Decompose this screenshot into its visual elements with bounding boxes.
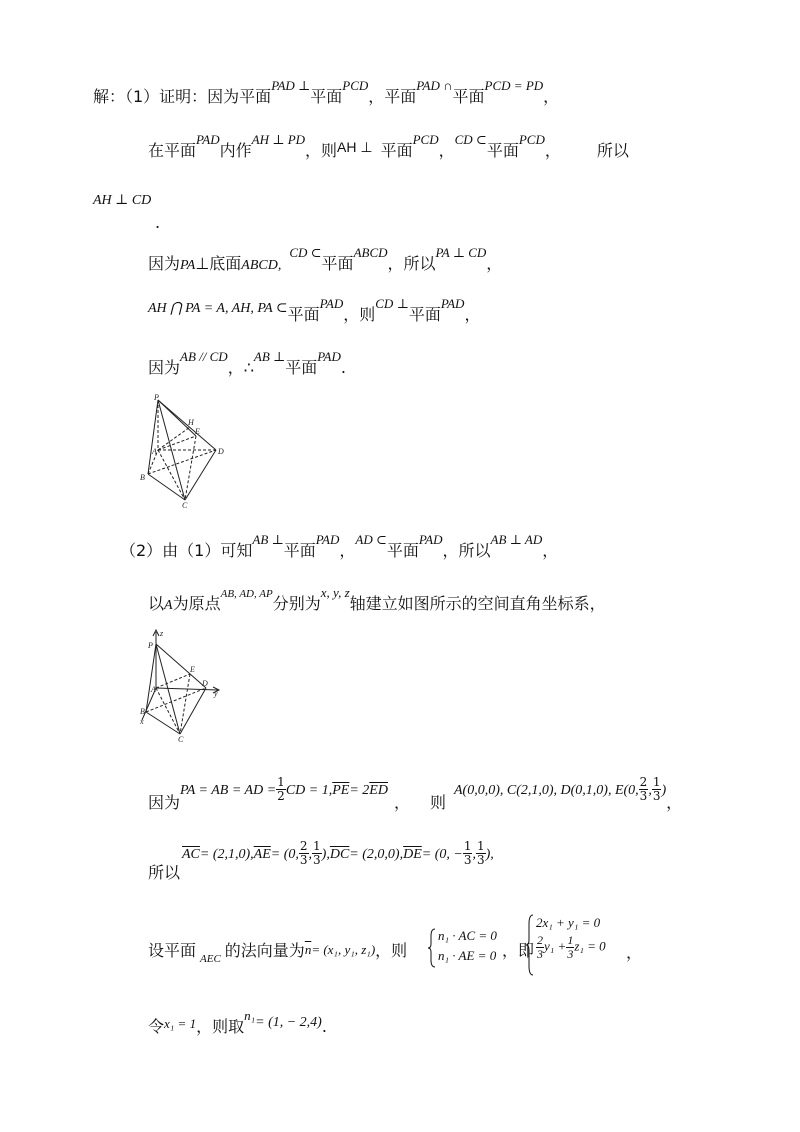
fraction <box>276 776 286 803</box>
numerator: 2 <box>537 933 543 947</box>
denominator: 3 <box>567 947 574 961</box>
text: 因为 <box>148 358 181 377</box>
denominator: 3 <box>463 853 472 867</box>
math <box>305 942 375 957</box>
text: ，平面 <box>368 87 417 106</box>
text: ，则 <box>305 141 338 160</box>
vector-n1: $\overline{n}$ <box>304 942 312 957</box>
label-p: P <box>154 393 159 402</box>
math: = (2,0,0), <box>349 847 404 862</box>
text: 内作 <box>219 141 252 160</box>
math: PAD <box>196 132 220 147</box>
numerator: 1 <box>313 839 321 853</box>
text: 设平面 <box>148 941 197 960</box>
label-p: P <box>148 641 153 650</box>
vector-de: $\overline{DE}$ <box>403 847 422 862</box>
label-h: H <box>188 418 194 427</box>
math: , <box>308 847 313 862</box>
coordinates <box>453 775 667 803</box>
math: AEC <box>200 953 221 965</box>
math: ), <box>321 847 330 862</box>
pyramid-figure-1 <box>138 392 228 510</box>
label-a: A <box>152 447 157 456</box>
math: AH ⊥ CD <box>93 193 152 208</box>
text: ， <box>464 305 481 324</box>
denominator: 3 <box>476 853 485 867</box>
math: = (x₁, y₁, z₁) <box>311 942 376 957</box>
math: AD ⊂ <box>355 532 387 547</box>
numerator: 2 <box>299 839 308 853</box>
math: z₁ = 0 <box>574 938 606 954</box>
label-c: C <box>182 501 188 510</box>
text: 以 <box>148 594 165 613</box>
text: ⊥底面 <box>195 254 242 273</box>
math: CD ⊂ <box>454 132 487 147</box>
left-brace-icon <box>526 914 534 976</box>
text: ，则取 <box>196 1017 245 1036</box>
math: PA = AB = AD = <box>180 783 277 798</box>
text: 平面 <box>486 141 519 160</box>
math: A <box>164 598 173 613</box>
math: PA ⊥ CD <box>435 245 487 260</box>
math: , <box>472 847 476 862</box>
numerator: 1 <box>277 775 285 789</box>
edge-pb <box>146 644 156 712</box>
math: PCD <box>518 132 545 147</box>
math: PCD = PD <box>484 78 544 93</box>
edge-cd <box>185 450 216 500</box>
denominator: 3 <box>652 789 661 803</box>
math: AH ⊥ PD <box>251 132 306 147</box>
text: 平面 <box>380 141 413 160</box>
text: ，则 <box>375 941 408 960</box>
math: PCD <box>412 132 439 147</box>
text: ，所以 <box>442 541 491 560</box>
solution-line-6 <box>148 349 346 380</box>
label-c: C <box>178 735 184 744</box>
vector-ed: $\overline{ED}$ <box>369 783 388 798</box>
text: ， <box>543 87 560 106</box>
system-1 <box>428 926 497 966</box>
label-d: D <box>202 679 208 688</box>
text: . <box>340 358 346 377</box>
text: ， <box>544 141 561 160</box>
fraction <box>652 776 662 803</box>
text: 因为 <box>148 254 181 273</box>
numerator: 1 <box>567 933 574 947</box>
solution-line-12 <box>148 1008 327 1040</box>
label-z: z <box>160 629 164 638</box>
text: ， <box>666 793 683 812</box>
text: ， <box>438 141 455 160</box>
math: PAD <box>440 296 465 311</box>
system-1-eq-2: n₁ · AE = 0 <box>438 948 497 963</box>
label-a: A <box>151 685 156 694</box>
denominator: 3 <box>537 947 543 961</box>
equation <box>180 775 388 803</box>
text: ， <box>339 541 356 560</box>
label-x: x <box>140 717 144 726</box>
vector-dc: $\overline{DC}$ <box>329 847 350 862</box>
math: PAD ∩ <box>416 78 453 93</box>
text: 的法向量为 <box>224 941 305 960</box>
system-2-eq-2 <box>536 934 606 961</box>
math: y₁ + <box>544 938 567 954</box>
math: = 2 <box>349 783 370 798</box>
solution-line-8 <box>148 585 606 617</box>
text: 解：（1）证明：因为平面 <box>93 87 272 106</box>
math: PAD <box>418 532 443 547</box>
math: PAD <box>315 532 340 547</box>
math: = (0, <box>270 847 299 862</box>
math: CD ⊥ <box>375 296 409 311</box>
text: AH ⊥ <box>337 139 373 155</box>
math: PAD ⊥ <box>271 78 311 93</box>
solution-line-5 <box>148 296 481 328</box>
text: 平面 <box>386 541 419 560</box>
text: 为原点 <box>172 594 221 613</box>
math: = (0, − <box>421 847 463 862</box>
text: 平面 <box>283 541 316 560</box>
fraction <box>299 840 309 867</box>
fraction <box>312 840 322 867</box>
math: PA <box>180 258 196 273</box>
solution-line-1 <box>93 78 560 109</box>
text: 则 <box>429 793 446 812</box>
numerator: 1 <box>652 775 661 789</box>
math: x, y, z <box>320 585 350 600</box>
math: AB ⊥ <box>252 532 284 547</box>
text: ， <box>486 254 503 273</box>
math: = (2,1,0), <box>199 847 254 862</box>
text: ，∴ <box>227 358 254 377</box>
text: 平面 <box>287 305 320 324</box>
label-y: y <box>214 689 218 698</box>
then-text: ，即 <box>502 941 535 960</box>
math: AB, AD, AP <box>220 588 273 600</box>
denominator: 3 <box>313 853 321 867</box>
math: CD = 1, <box>285 783 333 798</box>
text: 轴建立如图所示的空间直角坐标系， <box>349 594 606 613</box>
text: 分别为 <box>272 594 321 613</box>
math: AH ⋂ PA = A, AH, PA ⊂ <box>148 301 288 316</box>
coordinate-figure-2 <box>136 628 226 746</box>
math: , <box>648 783 652 798</box>
comma-text: ， <box>626 943 643 962</box>
math: PCD <box>342 78 369 93</box>
label-b: B <box>140 707 145 716</box>
text: 所以 <box>596 141 629 160</box>
vector-ae: $\overline{AE}$ <box>253 847 271 862</box>
math: AB ⊥ AD <box>490 532 543 547</box>
text: ，则 <box>343 305 376 324</box>
solution-line-11 <box>148 940 407 964</box>
math: PAD <box>319 296 344 311</box>
denominator: 3 <box>639 789 648 803</box>
vectors <box>182 840 494 867</box>
numerator: 1 <box>476 839 485 853</box>
edge-pd <box>158 400 216 450</box>
vector-ac: $\overline{AC}$ <box>182 847 200 862</box>
system-2 <box>526 912 606 961</box>
text: 平面 <box>408 305 441 324</box>
solution-line-9 <box>148 775 683 817</box>
text: 在平面 <box>148 141 197 160</box>
text: . <box>321 1017 327 1036</box>
text: ，所以 <box>387 254 436 273</box>
text: 平面 <box>452 87 485 106</box>
math: AB // CD <box>180 349 228 364</box>
vector-pe: $\overline{PE}$ <box>332 783 350 798</box>
numerator: 2 <box>639 775 648 789</box>
denominator: 3 <box>299 853 308 867</box>
math: A(0,0,0), C(2,1,0), D(0,1,0), E(0, <box>453 783 639 798</box>
left-brace-icon <box>428 928 436 968</box>
math: x₁ = 1 <box>164 1016 197 1031</box>
math: ), <box>485 847 494 862</box>
text: 平面 <box>285 358 318 377</box>
text: . <box>155 213 161 232</box>
label-e: E <box>190 665 195 674</box>
text: （2）由（1）可知 <box>120 541 253 560</box>
text: 所以 <box>148 863 181 882</box>
fraction <box>463 840 473 867</box>
solution-line-10 <box>148 839 494 882</box>
text: ， <box>542 541 559 560</box>
math: ABCD, <box>241 258 282 273</box>
solution-line-3 <box>93 188 160 234</box>
system-2-eq-1: 2x₁ + y₁ = 0 <box>536 915 601 930</box>
math: ABCD <box>353 245 388 260</box>
math: PAD <box>317 349 341 364</box>
fraction <box>536 934 544 961</box>
fraction <box>639 776 649 803</box>
label-e: E <box>195 427 200 436</box>
text: 平面 <box>321 254 354 273</box>
label-d: D <box>218 447 224 456</box>
edge-pd <box>156 644 206 688</box>
math: AB ⊥ <box>253 349 286 364</box>
text: 平面 <box>310 87 343 106</box>
label-b: B <box>140 473 145 482</box>
math: n₁ <box>244 1008 256 1023</box>
math: CD ⊂ <box>289 245 322 260</box>
math: = (1, − 2,4) <box>255 1015 322 1030</box>
system-1-eq-1: n₁ · AC = 0 <box>438 928 497 943</box>
text: 令 <box>148 1017 165 1036</box>
denominator: 2 <box>277 789 285 803</box>
text: 因为 <box>148 793 181 812</box>
text: ， <box>393 793 410 812</box>
math: ) <box>661 783 667 798</box>
fraction <box>476 840 486 867</box>
numerator: 1 <box>463 839 472 853</box>
